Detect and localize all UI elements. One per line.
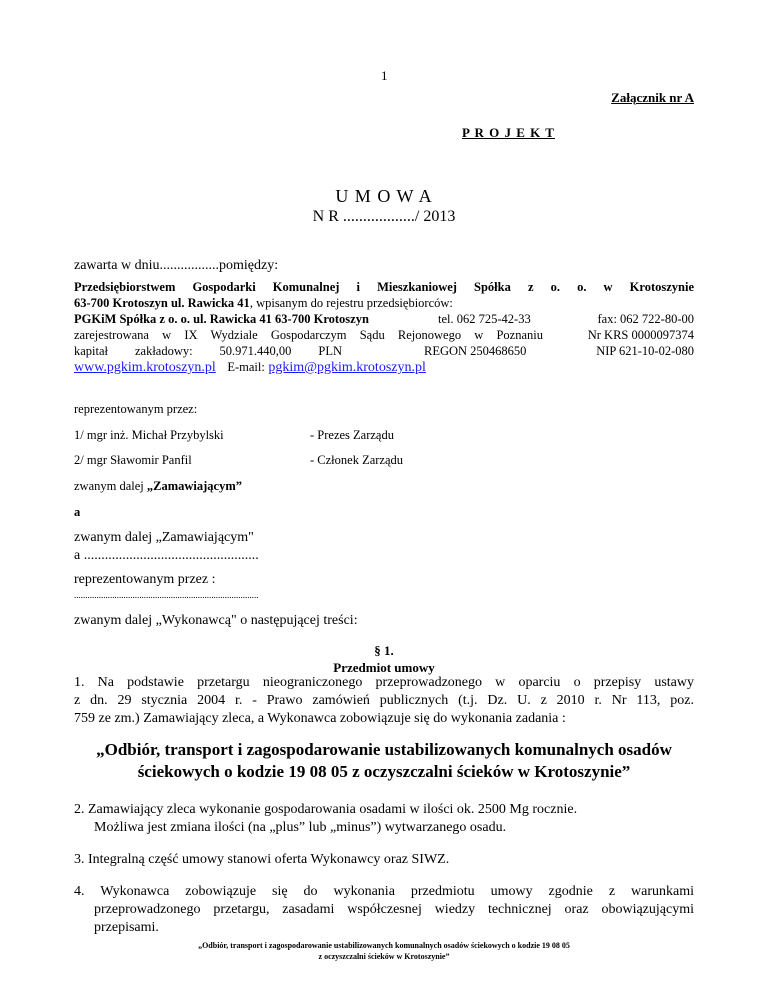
contract-number: N R ................../ 2013	[312, 208, 456, 225]
company-krs: Nr KRS 0000097374	[587, 328, 694, 342]
company-address-line	[74, 296, 453, 311]
section1-p3: 3. Integralną część umowy stanowi oferta Wykonawcy oraz SIWZ.	[74, 852, 450, 867]
second-party-called: zwanym dalej „Zamawiającym"	[74, 530, 254, 545]
company-address: 63-700 Krotoszyn ul. Rawicka 41	[74, 296, 250, 310]
company-phone: tel. 062 725-42-33	[438, 312, 531, 326]
company-register-text: , wpisanym do rejestru przedsiębiorców:	[249, 296, 453, 310]
section1-p4-line3: przepisami.	[94, 920, 159, 935]
footer-line2: z oczyszczalni ścieków w Krotoszynie”	[318, 952, 450, 961]
annex-label: Załącznik nr A	[611, 90, 694, 105]
second-party-rep-label: reprezentowanym przez :	[74, 572, 216, 587]
rep2-role: - Członek Zarządu	[310, 453, 404, 467]
website-link[interactable]: www.pgkim.krotoszyn.pl	[74, 360, 216, 375]
intro-text: zawarta w dniu.................pomiędzy:	[74, 258, 279, 273]
ordering-party-name: „Zamawiającym”	[146, 479, 243, 493]
footer-line1: „Odbiór, transport i zagospodarowanie ustabilizowanych komunalnych osadów ściekowych o kodzie 19 08 05	[198, 941, 570, 950]
company-court: zarejestrowana w IX Wydziale Gospodarczym Sądu Rejonowego w Poznaniu	[74, 328, 543, 342]
rep2-name: 2/ mgr Sławomir Panfil	[74, 453, 192, 467]
section1-p2-line1: 2. Zamawiający zleca wykonanie gospodarowania osadami w ilości ok. 2500 Mg rocznie.	[74, 802, 578, 817]
section1-p4-line2: przeprowadzonego przetargu, zasadami współczesnej wiedzy technicznej oraz obowiązującymi	[94, 902, 694, 917]
company-capital: kapitał zakładowy: 50.971.440,00 PLN	[74, 344, 342, 358]
representatives-label: reprezentowanym przez:	[74, 402, 198, 416]
task-title-line1: „Odbiór, transport i zagospodarowanie ustabilizowanych komunalnych osadów	[96, 740, 672, 759]
called-ordering-party	[74, 479, 242, 494]
rep1-role: - Prezes Zarządu	[310, 428, 394, 442]
rep1-name: 1/ mgr inż. Michał Przybylski	[74, 428, 224, 442]
contract-title: U M O W A	[335, 186, 433, 206]
section1-p2-line2: Możliwa jest zmiana ilości (na „plus” lub „minus”) wytwarzanego osadu.	[94, 820, 507, 835]
email-label: E-mail:	[227, 360, 265, 374]
section-number: § 1.	[374, 643, 394, 658]
projekt-label: P R O J E K T	[462, 125, 555, 140]
company-name: Przedsiębiorstwem Gospodarki Komunalnej i Mieszkaniowej Spółka z o. o. w Krotoszynie	[74, 280, 694, 294]
section1-p1-line2: z dn. 29 stycznia 2004 r. - Prawo zamówień publicznych (t.j. Dz. U. z 2010 r. Nr 113, poz.	[74, 693, 694, 708]
company-contacts	[74, 360, 426, 376]
company-short-address: PGKiM Spółka z o. o. ul. Rawicka 41 63-700 Krotoszyn	[74, 312, 369, 326]
page-number: 1	[381, 68, 388, 83]
section1-p4-line1: 4. Wykonawca zobowiązuje się do wykonania przedmiotu umowy zgodnie z warunkami	[74, 884, 694, 899]
and-label: a	[74, 505, 81, 519]
task-title-line2: ściekowych o kodzie 19 08 05 z oczyszczalni ścieków w Krotoszynie”	[137, 762, 631, 781]
second-party-rep-dots: ..................................................................................	[74, 590, 259, 600]
called-prefix: zwanym dalej	[74, 479, 144, 493]
company-nip: NIP 621-10-02-080	[596, 344, 694, 358]
section-title: Przedmiot umowy	[333, 660, 435, 675]
section1-p1-line1: 1. Na podstawie przetargu nieograniczonego przeprowadzonego w oparciu o przepisy ustawy	[74, 675, 694, 690]
company-regon: REGON 250468650	[424, 344, 527, 358]
company-fax: fax: 062 722-80-00	[597, 312, 694, 326]
second-party-dots: a ..................................................	[74, 548, 259, 563]
section1-p1-line3: 759 ze zm.) Zamawiający zleca, a Wykonawca zobowiązuje się do wykonania zadania :	[74, 711, 566, 726]
contractor-line: zwanym dalej „Wykonawcą" o następującej treści:	[74, 613, 358, 628]
email-link[interactable]: pgkim@pgkim.krotoszyn.pl	[268, 360, 426, 375]
